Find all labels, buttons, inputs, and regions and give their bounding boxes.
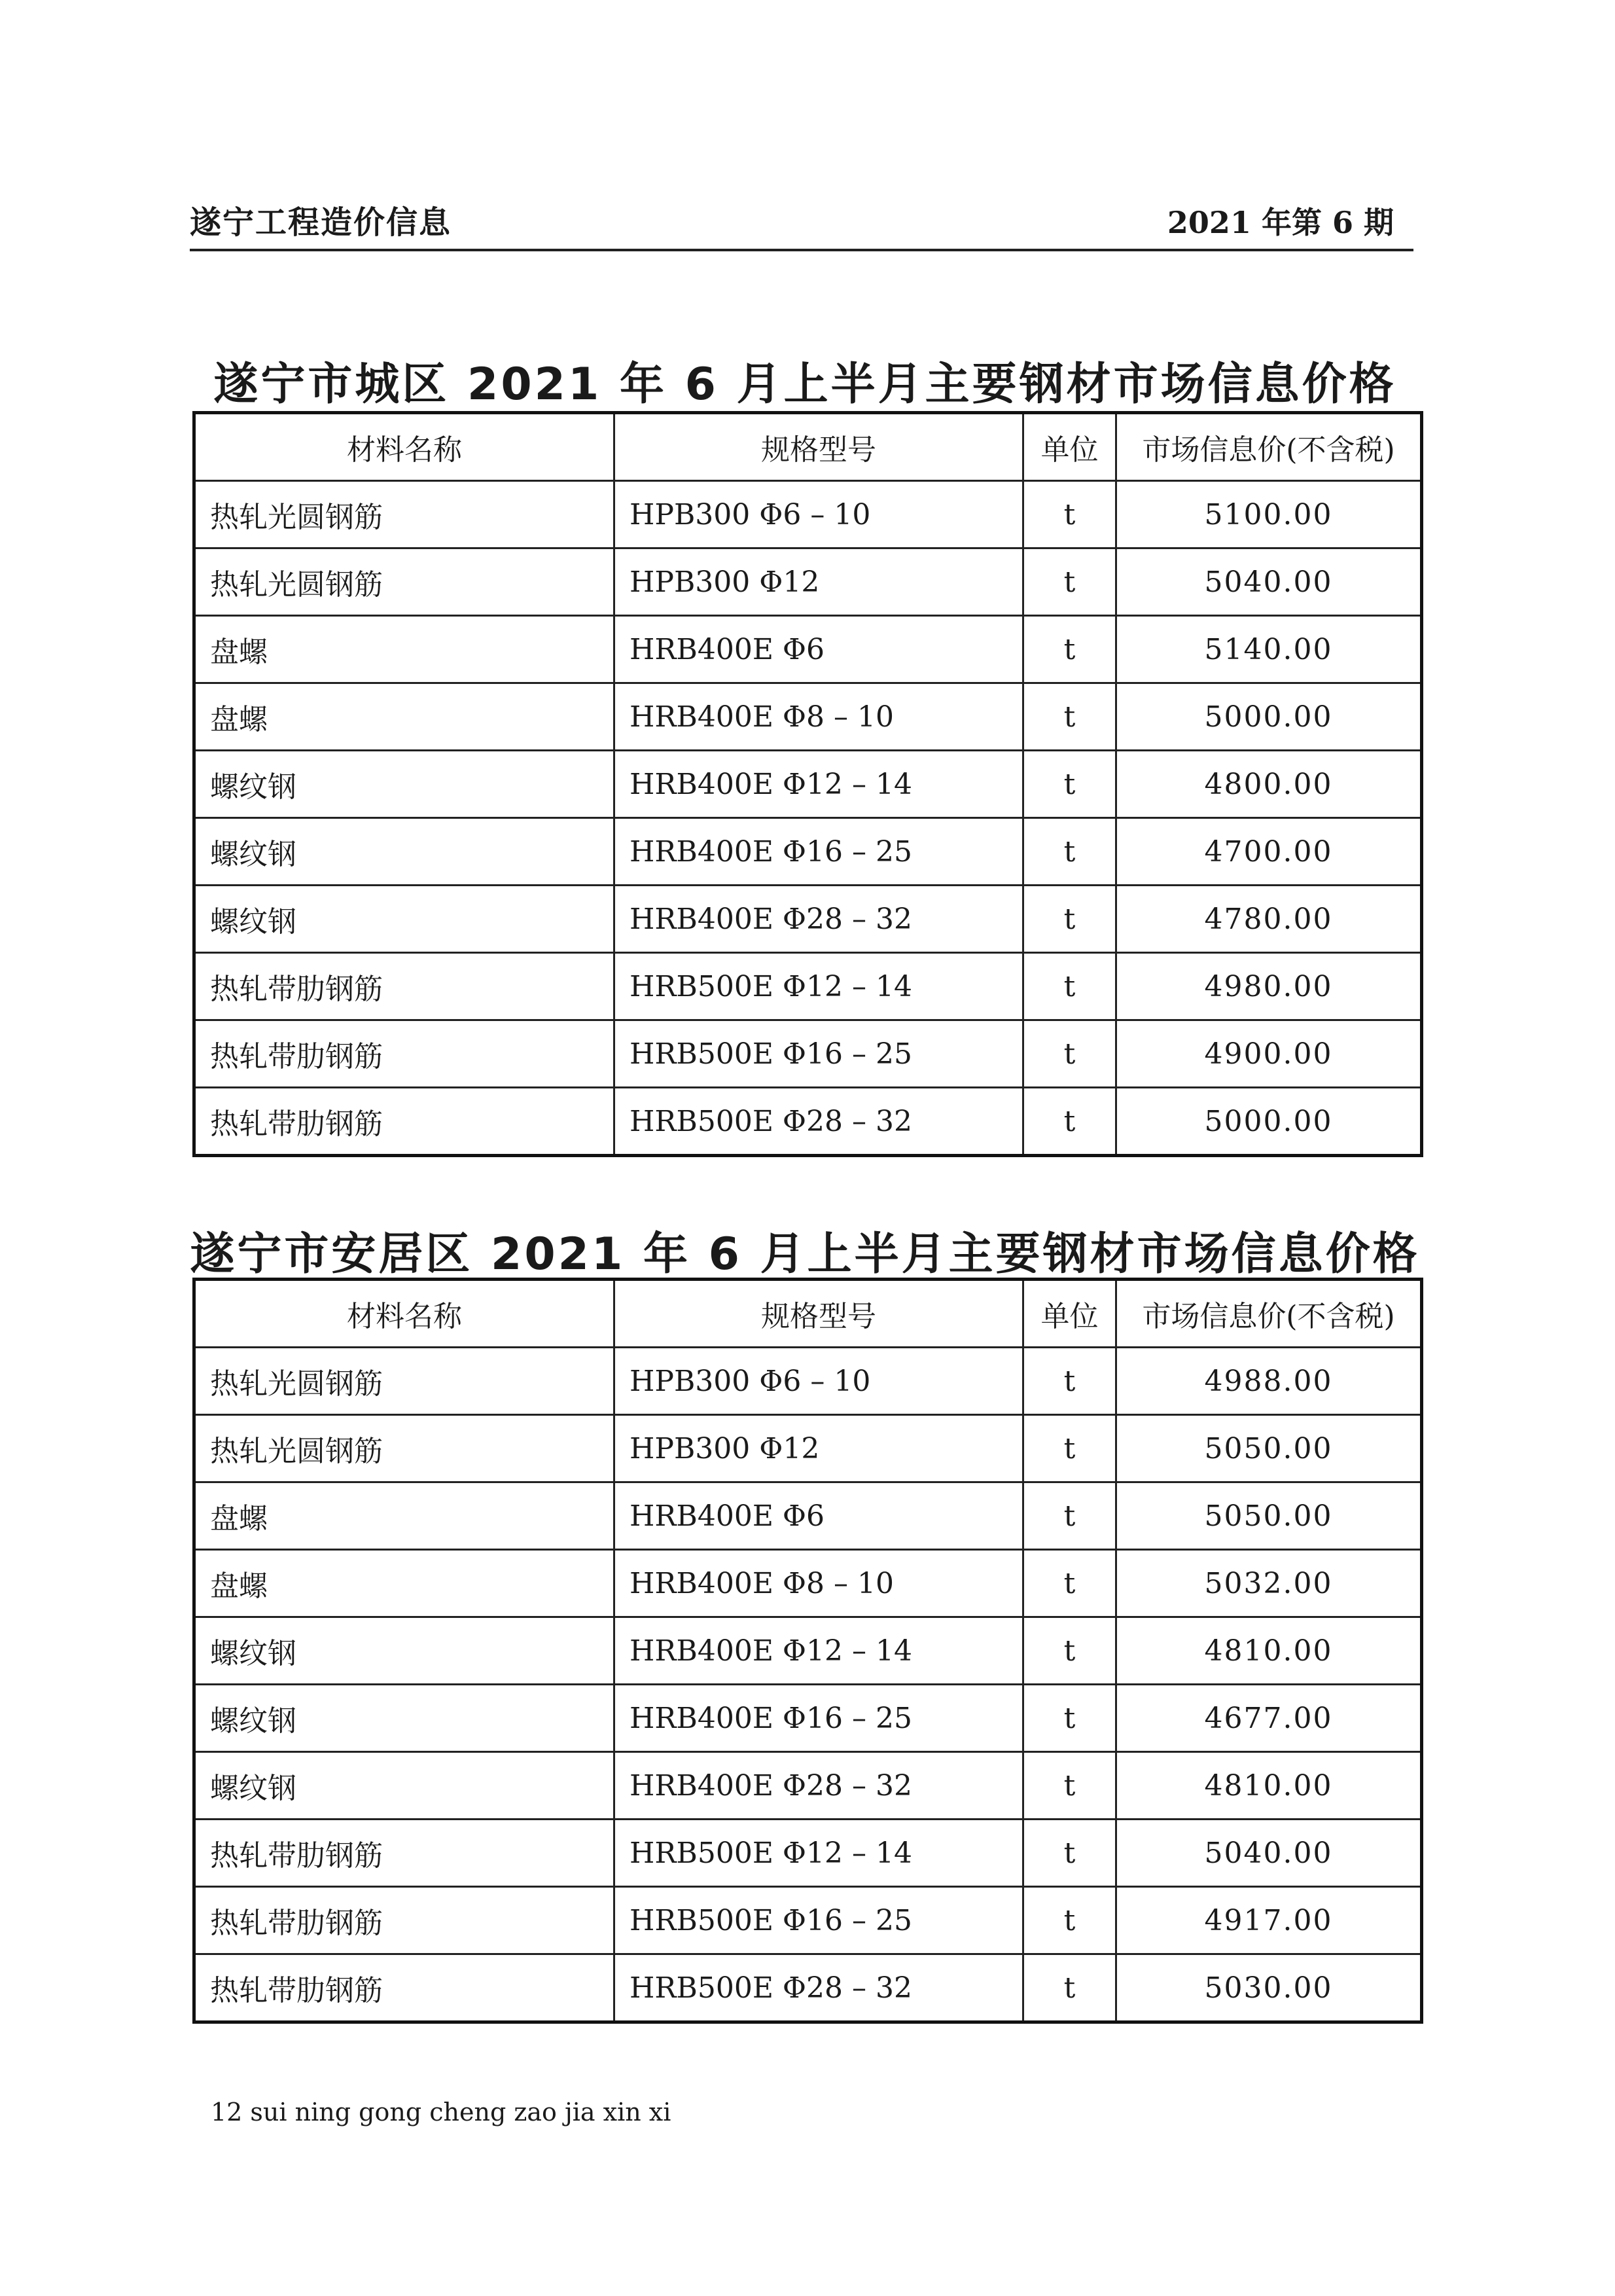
table-row bbox=[194, 1482, 1422, 1550]
cell-unit: t bbox=[1023, 1550, 1116, 1617]
cell-spec: HPB300 Φ6 – 10 bbox=[614, 481, 1023, 548]
table-row bbox=[194, 548, 1422, 616]
column-header-name: 材料名称 bbox=[194, 413, 614, 481]
table-header-row bbox=[194, 1280, 1422, 1348]
column-header-name: 材料名称 bbox=[194, 1280, 614, 1348]
price-table-anju bbox=[192, 1278, 1423, 2024]
price-table-chengqu bbox=[192, 411, 1423, 1157]
page-footer: 12 sui ning gong cheng zao jia xin xi bbox=[211, 2098, 671, 2126]
cell-name: 热轧光圆钢筋 bbox=[194, 1348, 614, 1415]
cell-spec: HRB500E Φ28 – 32 bbox=[614, 1088, 1023, 1156]
cell-price: 4810.00 bbox=[1116, 1752, 1422, 1820]
cell-unit: t bbox=[1023, 886, 1116, 953]
cell-price: 5030.00 bbox=[1116, 1954, 1422, 2022]
cell-spec: HRB500E Φ12 – 14 bbox=[614, 953, 1023, 1020]
publication-title: 遂宁工程造价信息 bbox=[190, 204, 452, 241]
cell-spec: HRB500E Φ12 – 14 bbox=[614, 1820, 1023, 1887]
table-row bbox=[194, 1088, 1422, 1156]
cell-unit: t bbox=[1023, 1415, 1116, 1482]
cell-spec: HPB300 Φ12 bbox=[614, 1415, 1023, 1482]
cell-price: 4988.00 bbox=[1116, 1348, 1422, 1415]
cell-unit: t bbox=[1023, 1752, 1116, 1820]
cell-spec: HRB400E Φ28 – 32 bbox=[614, 886, 1023, 953]
cell-spec: HPB300 Φ6 – 10 bbox=[614, 1348, 1023, 1415]
cell-name: 热轧带肋钢筋 bbox=[194, 953, 614, 1020]
cell-unit: t bbox=[1023, 1954, 1116, 2022]
cell-unit: t bbox=[1023, 1348, 1116, 1415]
cell-unit: t bbox=[1023, 683, 1116, 751]
cell-name: 热轧光圆钢筋 bbox=[194, 1415, 614, 1482]
column-header-spec: 规格型号 bbox=[614, 1280, 1023, 1348]
table-row bbox=[194, 953, 1422, 1020]
column-header-unit: 单位 bbox=[1023, 413, 1116, 481]
table-row bbox=[194, 1685, 1422, 1752]
table-row bbox=[194, 1752, 1422, 1820]
cell-price: 4917.00 bbox=[1116, 1887, 1422, 1954]
cell-spec: HRB400E Φ16 – 25 bbox=[614, 1685, 1023, 1752]
cell-name: 螺纹钢 bbox=[194, 818, 614, 886]
cell-price: 5100.00 bbox=[1116, 481, 1422, 548]
cell-spec: HRB400E Φ16 – 25 bbox=[614, 818, 1023, 886]
cell-spec: HRB400E Φ6 bbox=[614, 1482, 1023, 1550]
table-row bbox=[194, 616, 1422, 683]
cell-unit: t bbox=[1023, 1617, 1116, 1685]
table-row bbox=[194, 751, 1422, 818]
cell-spec: HRB400E Φ12 – 14 bbox=[614, 751, 1023, 818]
table-row bbox=[194, 1550, 1422, 1617]
cell-price: 5050.00 bbox=[1116, 1415, 1422, 1482]
cell-spec: HRB500E Φ28 – 32 bbox=[614, 1954, 1023, 2022]
cell-name: 热轧带肋钢筋 bbox=[194, 1954, 614, 2022]
issue-label: 2021 年第 6 期 bbox=[1167, 205, 1394, 240]
cell-name: 螺纹钢 bbox=[194, 1617, 614, 1685]
cell-price: 5050.00 bbox=[1116, 1482, 1422, 1550]
cell-unit: t bbox=[1023, 953, 1116, 1020]
cell-name: 热轧带肋钢筋 bbox=[194, 1088, 614, 1156]
cell-name: 热轧带肋钢筋 bbox=[194, 1820, 614, 1887]
cell-price: 4900.00 bbox=[1116, 1020, 1422, 1088]
cell-unit: t bbox=[1023, 1887, 1116, 1954]
column-header-price: 市场信息价(不含税) bbox=[1116, 1280, 1422, 1348]
cell-spec: HRB400E Φ8 – 10 bbox=[614, 683, 1023, 751]
cell-price: 5040.00 bbox=[1116, 1820, 1422, 1887]
cell-unit: t bbox=[1023, 1685, 1116, 1752]
cell-price: 4800.00 bbox=[1116, 751, 1422, 818]
cell-spec: HRB400E Φ28 – 32 bbox=[614, 1752, 1023, 1820]
table-row bbox=[194, 1887, 1422, 1954]
cell-spec: HRB500E Φ16 – 25 bbox=[614, 1020, 1023, 1088]
cell-name: 热轧带肋钢筋 bbox=[194, 1020, 614, 1088]
column-header-unit: 单位 bbox=[1023, 1280, 1116, 1348]
table-row bbox=[194, 1820, 1422, 1887]
cell-name: 螺纹钢 bbox=[194, 1685, 614, 1752]
cell-spec: HRB400E Φ6 bbox=[614, 616, 1023, 683]
column-header-price: 市场信息价(不含税) bbox=[1116, 413, 1422, 481]
cell-price: 5000.00 bbox=[1116, 683, 1422, 751]
cell-name: 热轧光圆钢筋 bbox=[194, 548, 614, 616]
cell-price: 5032.00 bbox=[1116, 1550, 1422, 1617]
cell-name: 螺纹钢 bbox=[194, 1752, 614, 1820]
table-row bbox=[194, 481, 1422, 548]
cell-unit: t bbox=[1023, 818, 1116, 886]
cell-name: 盘螺 bbox=[194, 616, 614, 683]
cell-name: 螺纹钢 bbox=[194, 751, 614, 818]
cell-price: 5140.00 bbox=[1116, 616, 1422, 683]
cell-unit: t bbox=[1023, 1020, 1116, 1088]
table-row bbox=[194, 818, 1422, 886]
cell-name: 盘螺 bbox=[194, 1550, 614, 1617]
column-header-spec: 规格型号 bbox=[614, 413, 1023, 481]
cell-spec: HRB400E Φ12 – 14 bbox=[614, 1617, 1023, 1685]
table-row bbox=[194, 1020, 1422, 1088]
cell-unit: t bbox=[1023, 1820, 1116, 1887]
table-title-chengqu: 遂宁市城区 2021 年 6 月上半月主要钢材市场信息价格 bbox=[213, 359, 1396, 410]
table-row bbox=[194, 1415, 1422, 1482]
cell-unit: t bbox=[1023, 616, 1116, 683]
page-header bbox=[190, 196, 1413, 251]
cell-price: 5040.00 bbox=[1116, 548, 1422, 616]
cell-price: 4780.00 bbox=[1116, 886, 1422, 953]
cell-price: 4810.00 bbox=[1116, 1617, 1422, 1685]
cell-unit: t bbox=[1023, 1088, 1116, 1156]
cell-name: 盘螺 bbox=[194, 1482, 614, 1550]
table-row bbox=[194, 1954, 1422, 2022]
cell-spec: HRB500E Φ16 – 25 bbox=[614, 1887, 1023, 1954]
cell-name: 热轧光圆钢筋 bbox=[194, 481, 614, 548]
table-row bbox=[194, 1348, 1422, 1415]
table-row bbox=[194, 886, 1422, 953]
table-row bbox=[194, 683, 1422, 751]
cell-spec: HPB300 Φ12 bbox=[614, 548, 1023, 616]
cell-spec: HRB400E Φ8 – 10 bbox=[614, 1550, 1023, 1617]
table-header-row bbox=[194, 413, 1422, 481]
cell-unit: t bbox=[1023, 481, 1116, 548]
cell-price: 5000.00 bbox=[1116, 1088, 1422, 1156]
cell-name: 螺纹钢 bbox=[194, 886, 614, 953]
cell-unit: t bbox=[1023, 548, 1116, 616]
cell-unit: t bbox=[1023, 1482, 1116, 1550]
cell-price: 4980.00 bbox=[1116, 953, 1422, 1020]
table-title-anju: 遂宁市安居区 2021 年 6 月上半月主要钢材市场信息价格 bbox=[190, 1229, 1420, 1280]
cell-name: 热轧带肋钢筋 bbox=[194, 1887, 614, 1954]
cell-unit: t bbox=[1023, 751, 1116, 818]
cell-price: 4700.00 bbox=[1116, 818, 1422, 886]
cell-name: 盘螺 bbox=[194, 683, 614, 751]
cell-price: 4677.00 bbox=[1116, 1685, 1422, 1752]
table-row bbox=[194, 1617, 1422, 1685]
